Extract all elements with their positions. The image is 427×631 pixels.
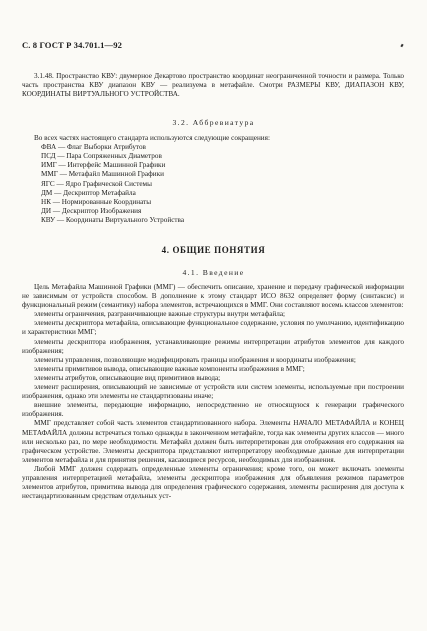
abbreviation-item: ММГ — Метафайл Машинной Графики bbox=[41, 170, 164, 179]
section-4-title: 4. ОБЩИЕ ПОНЯТИЯ bbox=[161, 245, 266, 255]
abbreviations-intro: Во всех частях настоящего стандарта используются следующие сокращения: bbox=[34, 134, 270, 142]
abbreviation-item: ФВА — Флаг Выборки Атрибутов bbox=[41, 143, 146, 151]
paragraph: ММГ представляет собой часть элементов стандартизованного набора. Элементы НАЧАЛО МЕТАФАЙЛА и КОНЕЦ МЕТАФАЙЛА должны встречаться только однажды в законченном метафайле, тогда как элементы других классов — много или несколько раз, по мере необходимости. Метафайл должен быть интерпретирован для отображения его содержания на графическом устройстве. Элементы дескриптора представляют интерпретатору необходимые данные для интерпретации элементов метафайла и для принятия решения, касающиеся ресурсов, необходимых для изображения. bbox=[22, 419, 404, 464]
abbreviation-item: ПСД — Пара Сопряженных Диаметров bbox=[41, 152, 162, 161]
paragraph: внешние элементы, передающие информацию, непосредственно не относящуюся к генерации графического изображения. bbox=[22, 401, 404, 419]
definition-3-1-48: 3.1.48. Пространство КВУ: двумерное Декартово пространство координат неограниченной точности и размера. Только часть пространства КВУ диапазон КВУ — реализуема в метафайле. Смотри РАЗМЕРЫ КВУ, ДИАПАЗОН КВУ, КООРДИНАТЫ ВИРТУАЛЬНОГО УСТРОЙСТВА. bbox=[22, 72, 404, 99]
abbreviation-item: ДИ — Дескриптор Изображения bbox=[41, 207, 142, 216]
abbreviation-item: КВУ — Координаты Виртуального Устройства bbox=[41, 216, 185, 225]
paragraph: элементы ограничения, разграничивающие важные структуры внутри метафайла; bbox=[34, 310, 286, 319]
running-header: С. 8 ГОСТ Р 34.701.1—92 bbox=[22, 40, 123, 50]
abbreviation-item: ДМ — Дескриптор Метафайла bbox=[41, 188, 136, 197]
paragraph: Любой ММГ должен содержать определенные элементы ограничения; кроме того, он может включать элементы управления интерпретацией метафайла, элементы дескриптора изображения для объявления режимов параметров элементов атрибутов, примитива вывода для определения графического содержания, элементы расширения для доступа к нестандартизованным средствам отдельных уст- bbox=[22, 464, 404, 501]
paragraph: элементы дескриптора изображения, устанавливающие режимы интерпретации атрибутов элементов для каждого изображения; bbox=[22, 337, 404, 355]
paragraph: элементы управления, позволяющие модифицировать границы изображения и координаты изображения; bbox=[34, 355, 356, 364]
ink-mark bbox=[400, 44, 403, 48]
section-4-1-body bbox=[22, 283, 404, 501]
paragraph: элементы атрибутов, описывающие вид примитивов вывода; bbox=[34, 373, 221, 382]
paragraph: элементы примитивов вывода, описывающие важные компоненты изображения в ММГ; bbox=[34, 364, 305, 373]
section-3-2-title: 3.2. Аббревиатура bbox=[172, 118, 255, 127]
abbreviation-item: ЯГС — Ядро Графической Системы bbox=[41, 179, 152, 188]
abbreviation-item: НК — Нормированные Координаты bbox=[41, 197, 152, 206]
paragraph: Цель Метафайла Машинной Графики (ММГ) — обеспечить описание, хранение и передачу графической информации не зависимым от устройств способом. В дополнение к этому стандарт ИСО 8632 определяет форму (синтаксис) и функциональный режим (семантику) набора элементов, встречающихся в ММГ. Они составляют восемь классов элементов: bbox=[22, 283, 404, 310]
section-4-1-title: 4.1. Введение bbox=[182, 268, 245, 277]
abbreviation-item: ИМГ — Интерфейс Машинной Графики bbox=[41, 161, 166, 170]
paragraph: элемент расширения, описывающий не зависимые от устройств или систем элементы, используемые при построении изображения, однако эти элементы не стандартизованы иначе; bbox=[22, 383, 404, 401]
paragraph: элементы дескриптора метафайла, описывающие функциональное содержание, условия по умолчанию, идентификацию и характеристики ММГ; bbox=[22, 319, 404, 337]
abbreviations-list bbox=[41, 143, 184, 225]
